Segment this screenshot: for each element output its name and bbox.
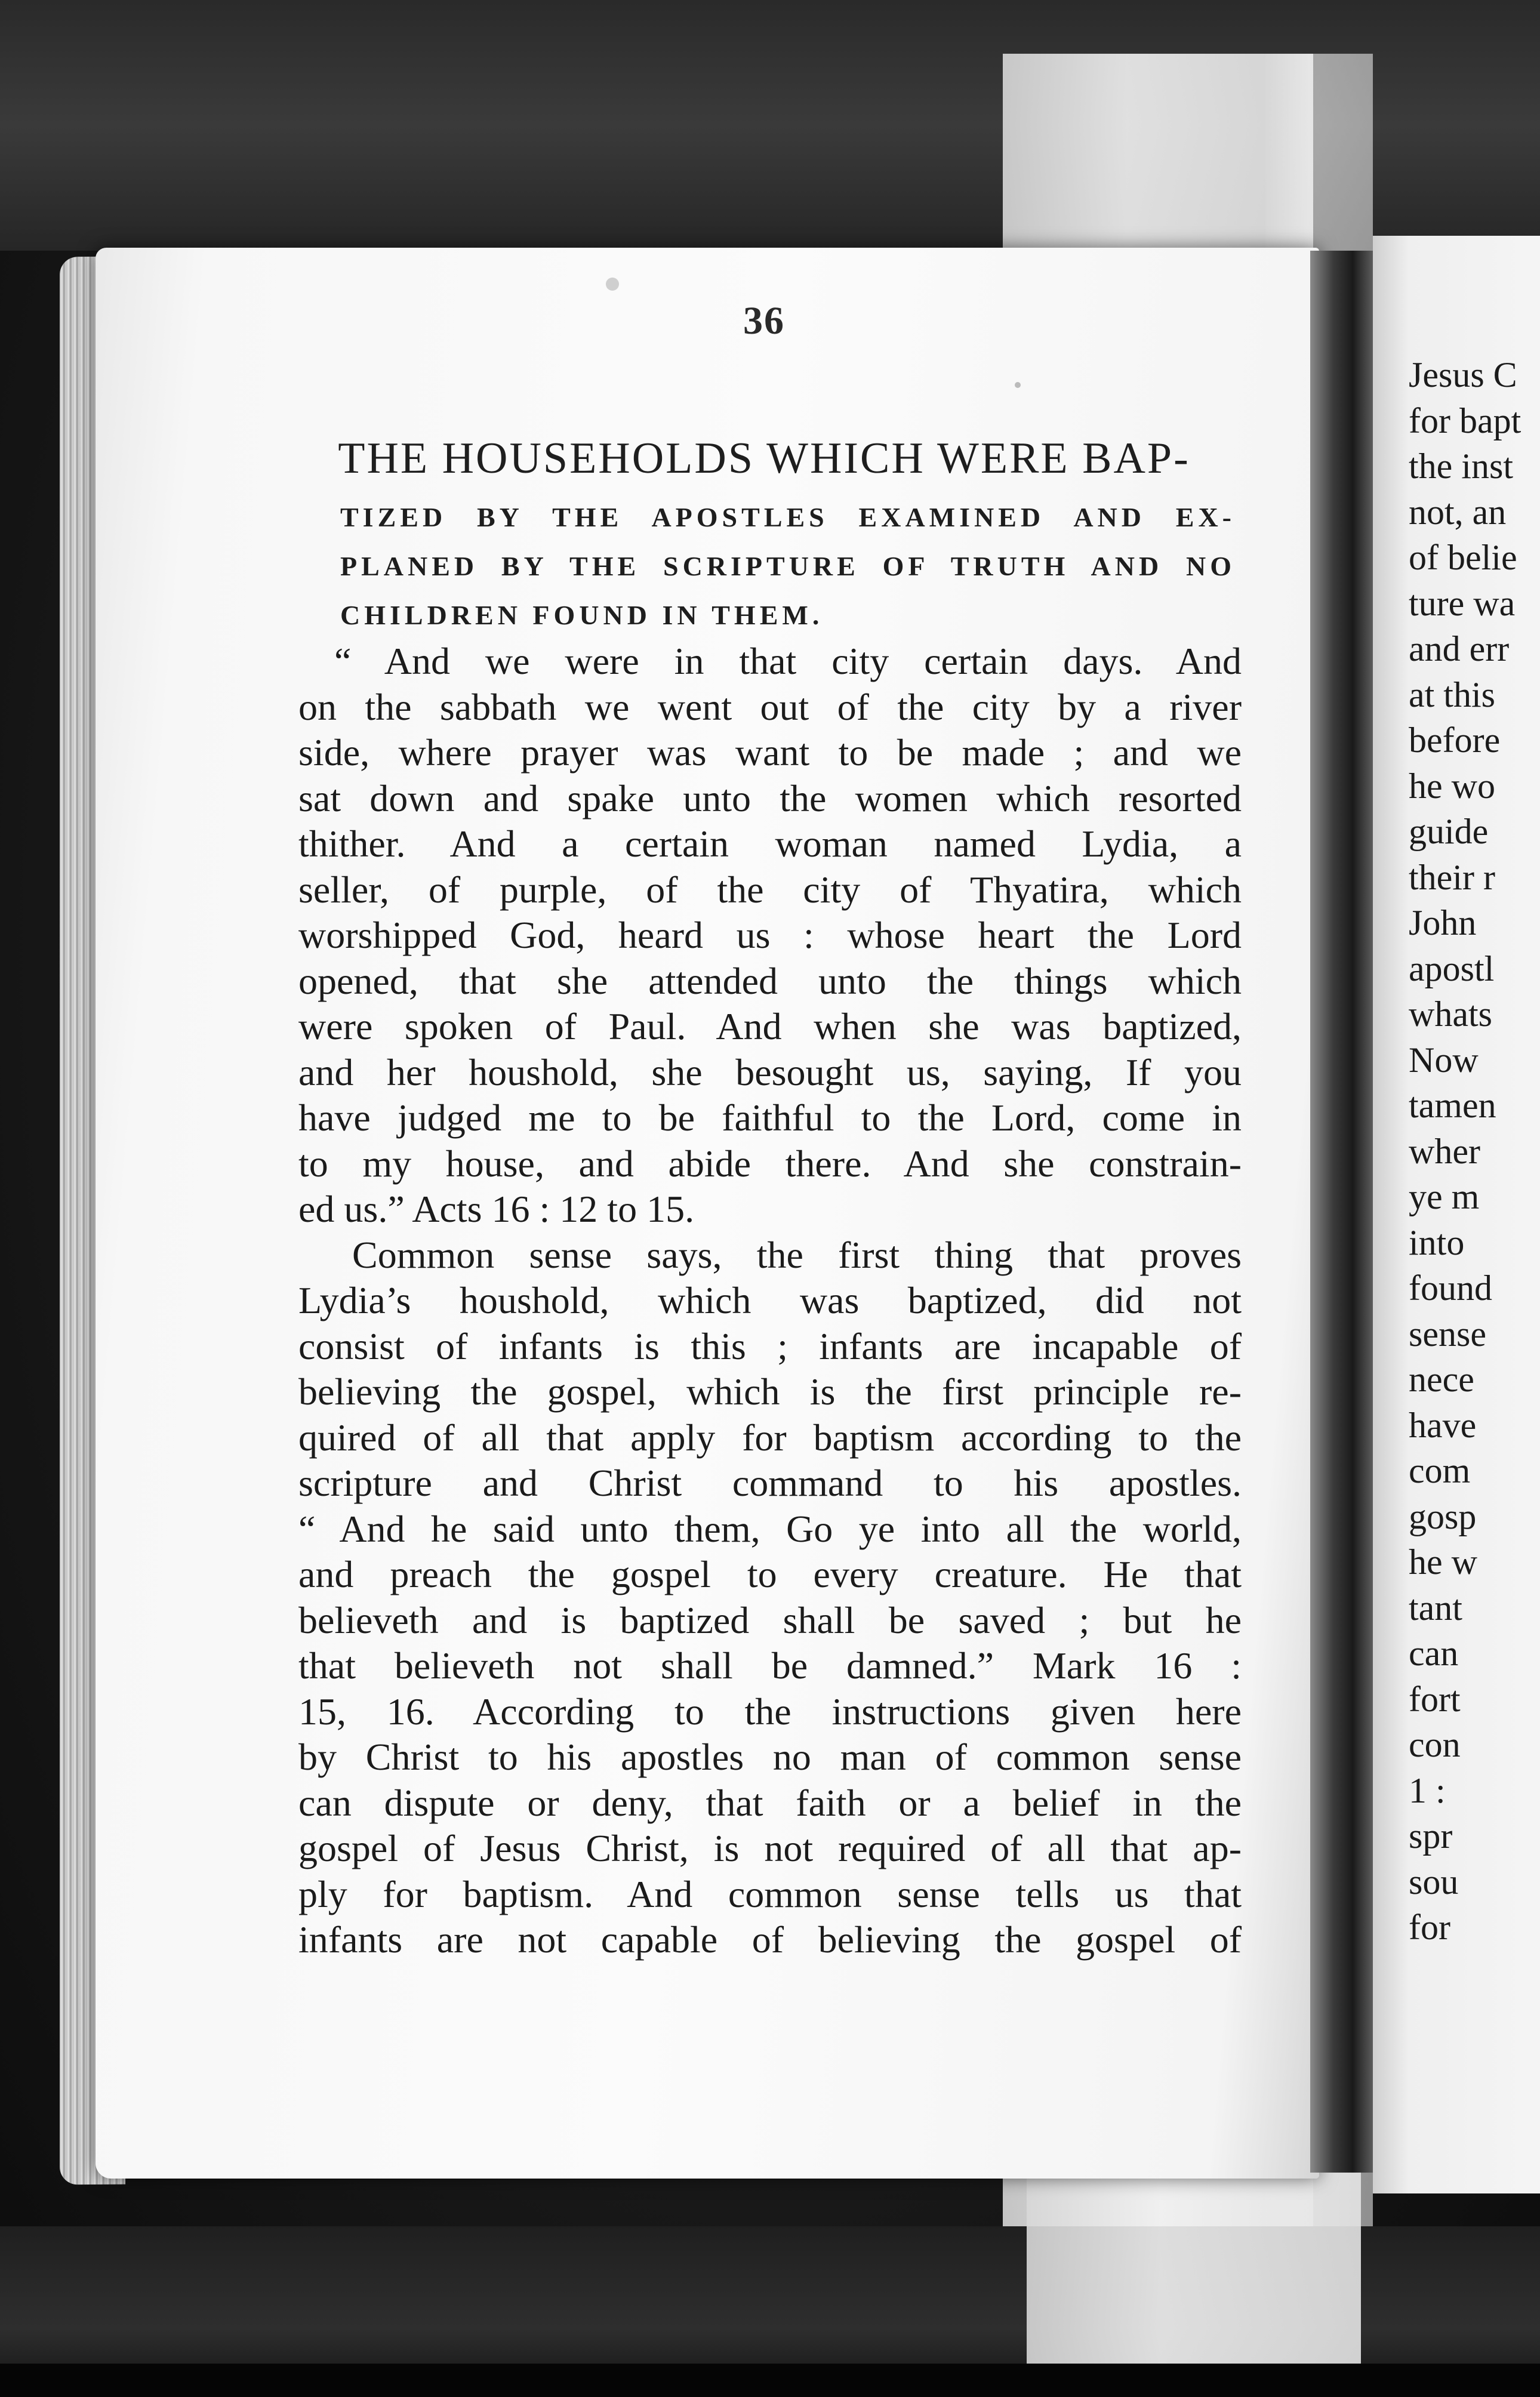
text-line: and her houshold, she besought us, saying, If you [298, 1050, 1242, 1093]
film-edge [0, 2364, 1540, 2397]
facing-line: their r [1409, 857, 1495, 897]
facing-line: tamen [1409, 1086, 1496, 1125]
facing-line: of belie [1409, 538, 1517, 577]
facing-line: Now [1409, 1040, 1479, 1080]
dust-speck [606, 278, 619, 291]
facing-line: ture wa [1409, 583, 1516, 623]
text-line: opened, that she attended unto the things which [298, 959, 1242, 1002]
facing-line: the inst [1409, 446, 1513, 486]
paragraph-common-sense [298, 1233, 1242, 1963]
text-line: have judged me to be faithful to the Lord, come in [298, 1096, 1242, 1139]
facing-line: for bapt [1409, 400, 1521, 440]
heading-subtitle-line: TIZED BY THE APOSTLES EXAMINED AND EX- [340, 502, 1236, 532]
page-number: 36 [743, 299, 785, 343]
facing-line: for [1409, 1908, 1450, 1947]
text-line: consist of infants is this ; infants are incapable of [298, 1324, 1242, 1367]
text-line: gospel of Jesus Christ, is not required of all that ap- [298, 1827, 1242, 1869]
heading-title: THE HOUSEHOLDS WHICH WERE BAP- [338, 434, 1190, 483]
facing-line: and err [1409, 629, 1510, 668]
text-line: that believeth not shall be damned.” Mark 16 : [298, 1644, 1242, 1687]
text-line: were spoken of Paul. And when she was baptized, [298, 1005, 1242, 1047]
facing-line: Jesus C [1409, 355, 1517, 395]
facing-line: found [1409, 1268, 1492, 1308]
facing-line: at this [1409, 674, 1495, 714]
text-line: side, where prayer was want to be made ; and we [298, 731, 1242, 774]
facing-line: 1 : [1409, 1770, 1446, 1810]
facing-line: con [1409, 1725, 1461, 1764]
chapter-heading [292, 430, 1236, 640]
facing-line: guide [1409, 812, 1489, 851]
body-text [298, 639, 1242, 1963]
text-line: Common sense says, the first thing that proves [352, 1233, 1242, 1276]
facing-line: have [1409, 1405, 1477, 1445]
text-line: “ And he said unto them, Go ye into all the world, [298, 1507, 1242, 1550]
text-line: and preach the gospel to every creature. He that [298, 1553, 1242, 1595]
facing-line: into [1409, 1222, 1465, 1262]
text-line: ed us.” Acts 16 : 12 to 15. [298, 1188, 695, 1230]
facing-line: wher [1409, 1131, 1480, 1171]
background-light-stripe [1027, 2149, 1361, 2364]
facing-line: he wo [1409, 766, 1495, 806]
text-line: on the sabbath we went out of the city by a river [298, 685, 1242, 728]
facing-page-text [1409, 352, 1540, 1951]
facing-line: apostl [1409, 948, 1495, 988]
paragraph-scripture-quote [298, 639, 1242, 1233]
text-line: quired of all that apply for baptism according to the [298, 1416, 1242, 1459]
facing-line: sense [1409, 1314, 1486, 1354]
text-line: worshipped God, heard us : whose heart the Lord [298, 914, 1242, 956]
facing-line: com [1409, 1451, 1471, 1490]
text-line: sat down and spake unto the women which resorted [298, 777, 1242, 819]
text-line: “ And we were in that city certain days. And [334, 640, 1242, 682]
text-line: ply for baptism. And common sense tells us that [298, 1872, 1242, 1915]
facing-line: before [1409, 720, 1501, 760]
dust-speck [1015, 382, 1021, 388]
facing-line: fort [1409, 1679, 1461, 1719]
text-line: can dispute or deny, that faith or a belief in the [298, 1781, 1242, 1824]
text-line: infants are not capable of believing the gospel of [298, 1918, 1242, 1961]
text-line: believing the gospel, which is the first principle re- [298, 1370, 1242, 1413]
facing-line: whats [1409, 994, 1492, 1034]
text-line: thither. And a certain woman named Lydia, a [298, 822, 1242, 865]
heading-subtitle [340, 493, 1236, 640]
facing-line: can [1409, 1634, 1459, 1673]
heading-subtitle-line: CHILDREN FOUND IN THEM. [340, 600, 824, 630]
text-line: seller, of purple, of the city of Thyatira, which [298, 868, 1242, 911]
text-line: 15, 16. According to the instructions given here [298, 1690, 1242, 1733]
facing-line: not, an [1409, 492, 1507, 532]
heading-subtitle-line: PLANED BY THE SCRIPTURE OF TRUTH AND NO [340, 551, 1236, 581]
facing-line: John [1409, 903, 1477, 942]
facing-line: gosp [1409, 1496, 1477, 1536]
facing-line: tant [1409, 1588, 1462, 1628]
text-line: Lydia’s houshold, which was baptized, did not [298, 1279, 1242, 1321]
facing-line: he w [1409, 1542, 1477, 1582]
facing-line: ye m [1409, 1177, 1480, 1216]
text-line: by Christ to his apostles no man of common sense [298, 1736, 1242, 1778]
text-line: to my house, and abide there. And she constrain- [298, 1142, 1242, 1185]
facing-line: spr [1409, 1816, 1453, 1856]
text-line: believeth and is baptized shall be saved ; but he [298, 1598, 1242, 1641]
facing-line: sou [1409, 1862, 1459, 1902]
facing-line: nece [1409, 1360, 1474, 1399]
text-line: scripture and Christ command to his apostles. [298, 1462, 1242, 1504]
